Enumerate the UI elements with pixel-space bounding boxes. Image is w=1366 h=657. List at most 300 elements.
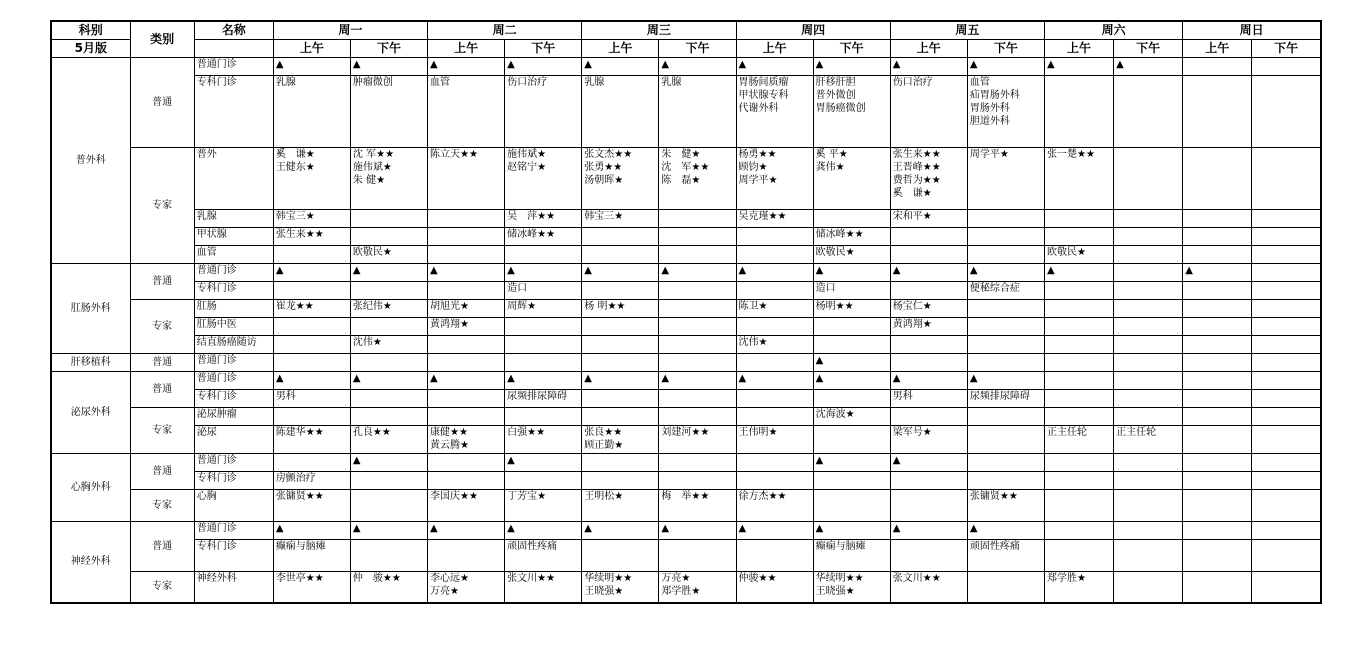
header-name-blank [194,39,273,57]
schedule-cell: ▲ [1044,263,1113,281]
schedule-cell [1252,407,1321,425]
schedule-cell [582,335,659,353]
schedule-cell [1114,489,1183,521]
schedule-cell: 张一楚★★ [1044,147,1113,209]
schedule-cell [659,407,736,425]
schedule-cell [582,281,659,299]
schedule-cell [1114,539,1183,571]
table-row [51,245,1321,263]
schedule-cell [736,407,813,425]
schedule-cell: 徐方杰★★ [736,489,813,521]
schedule-cell: 康健★★ 黄云腾★ [428,425,505,453]
header-day-sat: 周六 [1044,21,1182,39]
schedule-cell [967,407,1044,425]
schedule-cell: ▲ [813,521,890,539]
schedule-cell [428,453,505,471]
schedule-cell: ▲ [428,371,505,389]
category-cell: 专家 [130,407,194,453]
schedule-cell: 男科 [890,389,967,407]
schedule-cell [1114,299,1183,317]
schedule-cell: 正主任轮 [1114,425,1183,453]
table-row [51,227,1321,245]
schedule-cell: 乳腺 [582,75,659,147]
schedule-cell: 周辉★ [505,299,582,317]
schedule-cell [1183,521,1252,539]
schedule-cell: ▲ [736,57,813,75]
schedule-cell: 李世亭★★ [273,571,350,603]
schedule-cell [1044,353,1113,371]
schedule-cell [967,353,1044,371]
header-pm: 下午 [505,39,582,57]
table-row [51,281,1321,299]
schedule-cell [659,353,736,371]
clinic-name-cell: 神经外科 [194,571,273,603]
schedule-cell [350,407,427,425]
schedule-cell [813,489,890,521]
schedule-cell: 白强★★ [505,425,582,453]
department-cell: 肛肠外科 [51,263,130,353]
schedule-cell [1044,453,1113,471]
schedule-cell [1252,489,1321,521]
schedule-cell [813,425,890,453]
schedule-cell: ▲ [736,263,813,281]
schedule-cell: 沈伟★ [736,335,813,353]
schedule-cell [1252,521,1321,539]
schedule-cell [1114,407,1183,425]
clinic-name-cell: 专科门诊 [194,539,273,571]
schedule-cell [350,281,427,299]
table-row [51,263,1321,281]
schedule-cell [890,245,967,263]
schedule-cell [1183,389,1252,407]
schedule-cell: ▲ [505,453,582,471]
schedule-cell: 沈海波★ [813,407,890,425]
schedule-cell [1252,227,1321,245]
table-row [51,521,1321,539]
schedule-cell: ▲ [659,371,736,389]
table-row [51,147,1321,209]
schedule-cell [582,227,659,245]
schedule-cell [1044,227,1113,245]
table-row [51,209,1321,227]
schedule-cell [350,539,427,571]
schedule-cell [890,539,967,571]
schedule-cell [1044,209,1113,227]
schedule-cell [428,209,505,227]
schedule-cell: 欧敬民★ [1044,245,1113,263]
schedule-cell [1252,471,1321,489]
category-cell: 普通 [130,521,194,571]
schedule-cell [505,407,582,425]
schedule-cell: 张文川★★ [890,571,967,603]
schedule-cell [1044,299,1113,317]
schedule-cell: ▲ [273,521,350,539]
table-row [51,453,1321,471]
schedule-cell [1183,317,1252,335]
schedule-cell: 张纪伟★ [350,299,427,317]
header-day-sun: 周日 [1183,21,1321,39]
schedule-cell [967,335,1044,353]
header-am: 上午 [736,39,813,57]
category-cell: 普通 [130,263,194,299]
schedule-cell: ▲ [350,263,427,281]
schedule-cell: ▲ [350,371,427,389]
schedule-cell [659,281,736,299]
schedule-cell [1183,571,1252,603]
schedule-cell [1252,539,1321,571]
clinic-name-cell: 专科门诊 [194,389,273,407]
schedule-cell: ▲ [273,371,350,389]
department-cell: 泌尿外科 [51,371,130,453]
schedule-cell: 黄鸿翔★ [890,317,967,335]
header-edition: 5月版 [51,39,130,57]
header-day-tue: 周二 [428,21,582,39]
schedule-cell [890,281,967,299]
schedule-cell [890,489,967,521]
schedule-cell [1044,335,1113,353]
schedule-cell: 房颤治疗 [273,471,350,489]
schedule-cell [582,389,659,407]
schedule-cell: 杨 明★★ [582,299,659,317]
schedule-cell [273,453,350,471]
schedule-cell [582,407,659,425]
schedule-cell [659,299,736,317]
category-cell: 普通 [130,57,194,147]
clinic-name-cell: 肛肠中医 [194,317,273,335]
schedule-cell [350,471,427,489]
schedule-cell [505,317,582,335]
department-cell: 心胸外科 [51,453,130,521]
schedule-cell [428,389,505,407]
schedule-cell [967,425,1044,453]
department-cell: 普外科 [51,57,130,263]
schedule-cell: 欧敬民★ [350,245,427,263]
schedule-cell [350,317,427,335]
schedule-cell: ▲ [505,57,582,75]
schedule-cell [582,471,659,489]
clinic-name-cell: 泌尿 [194,425,273,453]
clinic-name-cell: 普通门诊 [194,353,273,371]
clinic-name-cell: 专科门诊 [194,75,273,147]
table-row [51,539,1321,571]
schedule-cell [1183,407,1252,425]
schedule-cell [890,335,967,353]
schedule-cell: ▲ [813,57,890,75]
schedule-cell: 杨宝仁★ [890,299,967,317]
schedule-cell: 奚 谦★ 王健东★ [273,147,350,209]
schedule-cell [736,353,813,371]
category-cell: 专家 [130,571,194,603]
header-day-mon: 周一 [273,21,427,39]
schedule-cell: 癫痫与脑瘫 [273,539,350,571]
schedule-cell: 尿频排尿障碍 [967,389,1044,407]
table-row [51,425,1321,453]
schedule-cell: ▲ [813,353,890,371]
header-am: 上午 [1044,39,1113,57]
schedule-cell [1252,245,1321,263]
schedule-cell: 胡旭光★ [428,299,505,317]
schedule-cell [967,317,1044,335]
schedule-cell [505,245,582,263]
schedule-cell [813,317,890,335]
schedule-cell [659,471,736,489]
table-row [51,471,1321,489]
schedule-cell [890,353,967,371]
schedule-cell [1044,371,1113,389]
schedule-cell [428,407,505,425]
department-cell: 肝移植科 [51,353,130,371]
schedule-cell [1114,521,1183,539]
schedule-cell: ▲ [350,453,427,471]
schedule-cell: 黄鸿翔★ [428,317,505,335]
schedule-cell [736,471,813,489]
schedule-cell: 杨勇★★ 顾钧★ 周学平★ [736,147,813,209]
table-row [51,371,1321,389]
schedule-cell [1044,75,1113,147]
schedule-cell [1252,571,1321,603]
schedule-cell: ▲ [505,263,582,281]
schedule-cell: 宋和平★ [890,209,967,227]
schedule-cell [1044,281,1113,299]
schedule-cell: ▲ [582,521,659,539]
schedule-cell [1183,75,1252,147]
schedule-cell [428,539,505,571]
schedule-cell: ▲ [350,521,427,539]
schedule-cell: ▲ [813,371,890,389]
schedule-cell [736,317,813,335]
schedule-cell [659,389,736,407]
schedule-cell [1044,489,1113,521]
schedule-cell: ▲ [890,371,967,389]
schedule-cell [1183,227,1252,245]
schedule-cell [813,389,890,407]
schedule-cell [1183,453,1252,471]
schedule-cell: 刘建河★★ [659,425,736,453]
schedule-cell: 储冰峰★★ [813,227,890,245]
header-pm: 下午 [350,39,427,57]
schedule-cell: 血管 [428,75,505,147]
schedule-cell: 顽固性疼痛 [505,539,582,571]
schedule-cell [428,227,505,245]
schedule-cell [1183,209,1252,227]
header-pm: 下午 [1114,39,1183,57]
schedule-cell: ▲ [582,263,659,281]
schedule-cell [1183,489,1252,521]
schedule-cell: ▲ [890,453,967,471]
schedule-cell: 肝移肝胆 普外微创 胃肠癌微创 [813,75,890,147]
schedule-cell [659,227,736,245]
schedule-cell [1114,389,1183,407]
schedule-cell: 郑学胜★ [1044,571,1113,603]
schedule-cell: ▲ [350,57,427,75]
schedule-cell [1252,371,1321,389]
schedule-cell: ▲ [273,57,350,75]
header-row-days [51,21,1321,39]
schedule-cell: 正主任轮 [1044,425,1113,453]
header-am: 上午 [428,39,505,57]
clinic-name-cell: 专科门诊 [194,281,273,299]
schedule-cell [428,471,505,489]
schedule-cell [967,245,1044,263]
schedule-cell [1044,407,1113,425]
schedule-cell: ▲ [659,57,736,75]
schedule-cell: ▲ [582,57,659,75]
schedule-cell: 张良★★ 顾正勤★ [582,425,659,453]
schedule-cell: 王明松★ [582,489,659,521]
table-row [51,489,1321,521]
schedule-cell [659,539,736,571]
schedule-cell [813,471,890,489]
schedule-cell: 华续明★★ 王晓强★ [582,571,659,603]
schedule-cell [967,453,1044,471]
schedule-cell [1114,571,1183,603]
schedule-cell [428,335,505,353]
clinic-name-cell: 专科门诊 [194,471,273,489]
category-cell: 专家 [130,299,194,353]
schedule-cell: 尿频排尿障碍 [505,389,582,407]
schedule-cell: ▲ [736,371,813,389]
schedule-cell: ▲ [659,521,736,539]
header-pm: 下午 [659,39,736,57]
clinic-name-cell: 心胸 [194,489,273,521]
schedule-cell: 沈 军★★ 施伟斌★ 朱 健★ [350,147,427,209]
schedule-cell [273,335,350,353]
schedule-cell [273,245,350,263]
schedule-cell [813,209,890,227]
schedule-cell [582,317,659,335]
schedule-cell: ▲ [967,521,1044,539]
schedule-cell [1183,353,1252,371]
schedule-cell [582,245,659,263]
clinic-name-cell: 结直肠癌随访 [194,335,273,353]
schedule-cell [967,227,1044,245]
schedule-cell [1114,75,1183,147]
schedule-cell [1114,281,1183,299]
schedule-cell: 陈建华★★ [273,425,350,453]
schedule-cell: ▲ [736,521,813,539]
header-pm: 下午 [967,39,1044,57]
schedule-cell [273,407,350,425]
clinic-name-cell: 泌尿肿瘤 [194,407,273,425]
schedule-cell: 周学平★ [967,147,1044,209]
schedule-cell [1183,281,1252,299]
schedule-cell: ▲ [813,453,890,471]
schedule-cell: ▲ [428,521,505,539]
schedule-cell [967,471,1044,489]
clinic-name-cell: 乳腺 [194,209,273,227]
clinic-name-cell: 普通门诊 [194,453,273,471]
schedule-cell: ▲ [505,521,582,539]
schedule-cell: 杨明★★ [813,299,890,317]
schedule-cell [1252,209,1321,227]
schedule-cell [1183,471,1252,489]
schedule-cell: 沈伟★ [350,335,427,353]
schedule-cell: 血管 疝胃肠外科 胃肠外科 胆道外科 [967,75,1044,147]
schedule-cell: 胃肠间质瘤 甲状腺专科 代谢外科 [736,75,813,147]
schedule-cell [428,245,505,263]
schedule-cell [1183,425,1252,453]
schedule-cell [736,245,813,263]
schedule-cell: ▲ [582,371,659,389]
schedule-cell [1183,371,1252,389]
schedule-cell [1252,57,1321,75]
schedule-cell [736,227,813,245]
clinic-name-cell: 血管 [194,245,273,263]
schedule-cell [890,471,967,489]
schedule-cell: ▲ [813,263,890,281]
schedule-cell [273,353,350,371]
schedule-cell: 仲 骏★★ [350,571,427,603]
header-pm: 下午 [813,39,890,57]
schedule-cell [1114,209,1183,227]
schedule-cell: 韩宝三★ [582,209,659,227]
schedule-cell [1252,353,1321,371]
schedule-cell [428,281,505,299]
schedule-cell: 男科 [273,389,350,407]
schedule-cell: 朱 健★ 沈 军★★ 陈 磊★ [659,147,736,209]
schedule-cell [273,317,350,335]
schedule-cell [1183,335,1252,353]
schedule-cell: ▲ [1044,57,1113,75]
schedule-cell: ▲ [273,263,350,281]
clinic-name-cell: 普通门诊 [194,263,273,281]
table-row [51,75,1321,147]
table-row [51,57,1321,75]
category-cell: 普通 [130,453,194,489]
clinic-name-cell: 普通门诊 [194,521,273,539]
schedule-cell: 欧敬民★ [813,245,890,263]
schedule-cell [1183,299,1252,317]
schedule-cell [350,389,427,407]
table-row [51,353,1321,371]
schedule-cell [1252,263,1321,281]
schedule-cell [1114,353,1183,371]
schedule-cell [1252,75,1321,147]
table-row [51,571,1321,603]
schedule-cell [582,353,659,371]
clinic-schedule-table [50,20,1322,604]
schedule-cell [967,299,1044,317]
schedule-cell: 癫痫与脑瘫 [813,539,890,571]
schedule-cell: 施伟斌★ 赵铭宁★ [505,147,582,209]
schedule-cell [659,317,736,335]
schedule-cell [1252,299,1321,317]
schedule-cell: 张生来★★ 王晋峰★★ 费哲为★★ 奚 谦★ [890,147,967,209]
schedule-cell: ▲ [890,263,967,281]
schedule-cell [350,227,427,245]
table-row [51,317,1321,335]
schedule-cell [1252,147,1321,209]
clinic-name-cell: 普通门诊 [194,57,273,75]
schedule-cell: 张生来★★ [273,227,350,245]
schedule-cell: 梁军号★ [890,425,967,453]
schedule-cell: 李国庆★★ [428,489,505,521]
schedule-cell: 李心远★ 万亮★ [428,571,505,603]
schedule-cell: 张镛贤★★ [967,489,1044,521]
clinic-name-cell: 肛肠 [194,299,273,317]
table-row [51,407,1321,425]
schedule-cell: 万亮★ 郑学胜★ [659,571,736,603]
schedule-cell: 奚 平★ 龚伟★ [813,147,890,209]
schedule-cell: ▲ [890,57,967,75]
schedule-cell: ▲ [505,371,582,389]
schedule-cell: 储冰峰★★ [505,227,582,245]
category-cell: 普通 [130,353,194,371]
department-cell: 神经外科 [51,521,130,603]
schedule-cell: 肿瘤微创 [350,75,427,147]
schedule-cell: 便秘综合症 [967,281,1044,299]
schedule-cell [1114,245,1183,263]
